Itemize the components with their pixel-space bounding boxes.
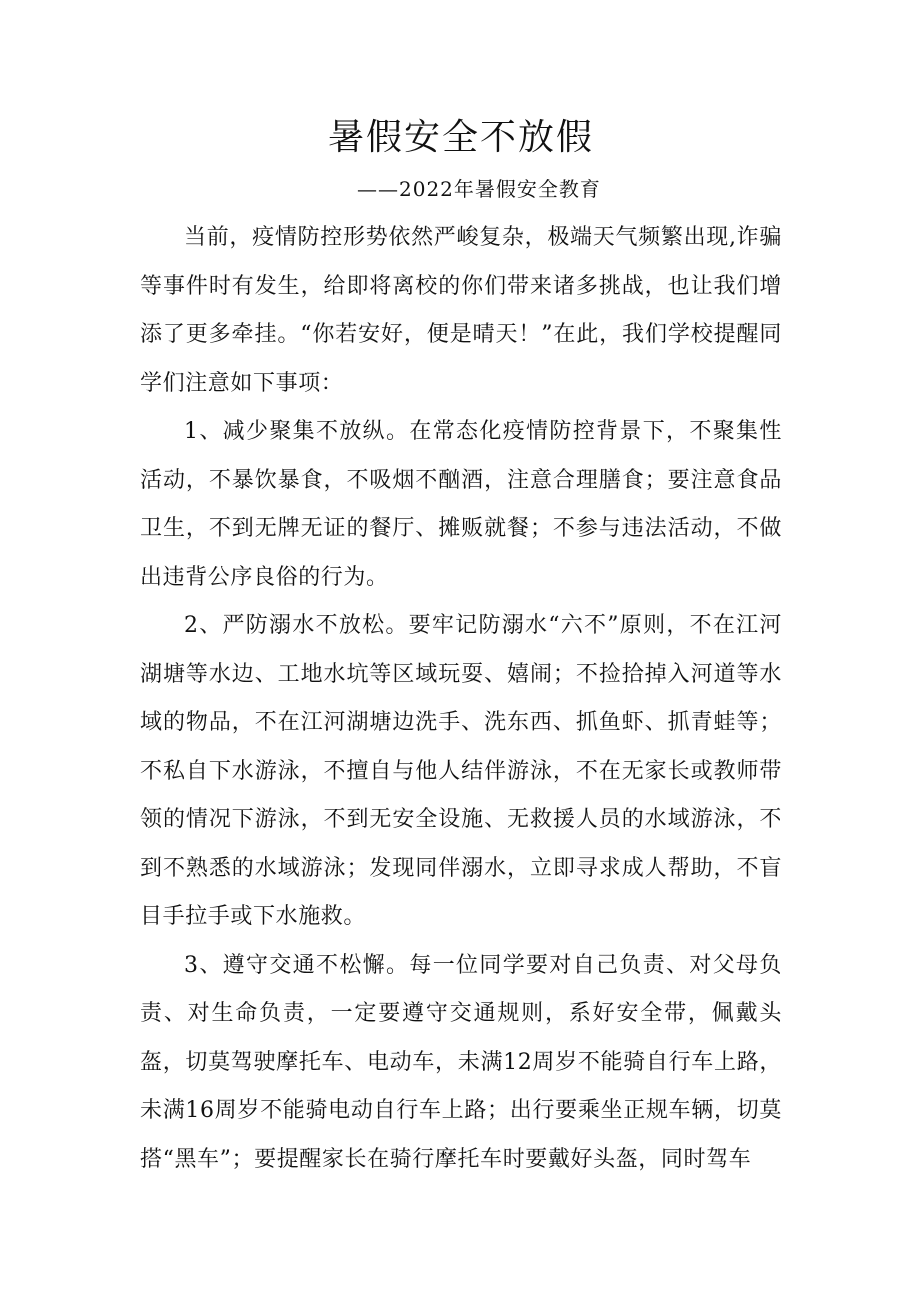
paragraph-item-1: 1、减少聚集不放纵。在常态化疫情防控背景下，不聚集性活动，不暴饮暴食，不吸烟不酗酒，注意合理膳食；要注意食品卫生，不到无牌无证的餐厅、摊贩就餐；不参与违法活动，不做出违背公序良俗的行为。 (140, 419, 782, 590)
document-subtitle: ——2022年暑假安全教育 (357, 177, 601, 201)
document-page (140, 108, 782, 1184)
document-title: 暑假安全不放假 (327, 117, 594, 158)
paragraph-item-3: 3、遵守交通不松懈。每一位同学要对自己负责、对父母负责、对生命负责，一定要遵守交通规则，系好安全带，佩戴头盔，切莫驾驶摩托车、电动车，未满12周岁不能骑自行车上路，未满16周岁不能骑电动自行车上路；出行要乘坐正规车辆，切莫搭“黑车”；要提醒家长在骑行摩托车时要戴好头盔，同时驾车 (140, 952, 782, 1172)
paragraph-item-2: 2、严防溺水不放松。要牢记防溺水“六不”原则，不在江河湖塘等水边、工地水坑等区域玩耍、嬉闹；不捡拾掉入河道等水域的物品，不在江河湖塘边洗手、洗东西、抓鱼虾、抓青蛙等；不私自下水游泳，不擅自与他人结伴游泳，不在无家长或教师带领的情况下游泳，不到无安全设施、无救援人员的水域游泳，不到不熟悉的水域游泳；发现同伴溺水，立即寻求成人帮助，不盲目手拉手或下水施救。 (140, 613, 782, 929)
paragraph-intro: 当前，疫情防控形势依然严峻复杂，极端天气频繁出现,诈骗等事件时有发生，给即将离校的你们带来诸多挑战，也让我们增添了更多牵挂。“你若安好，便是晴天！”在此，我们学校提醒同学们注意如下事项： (140, 225, 782, 396)
